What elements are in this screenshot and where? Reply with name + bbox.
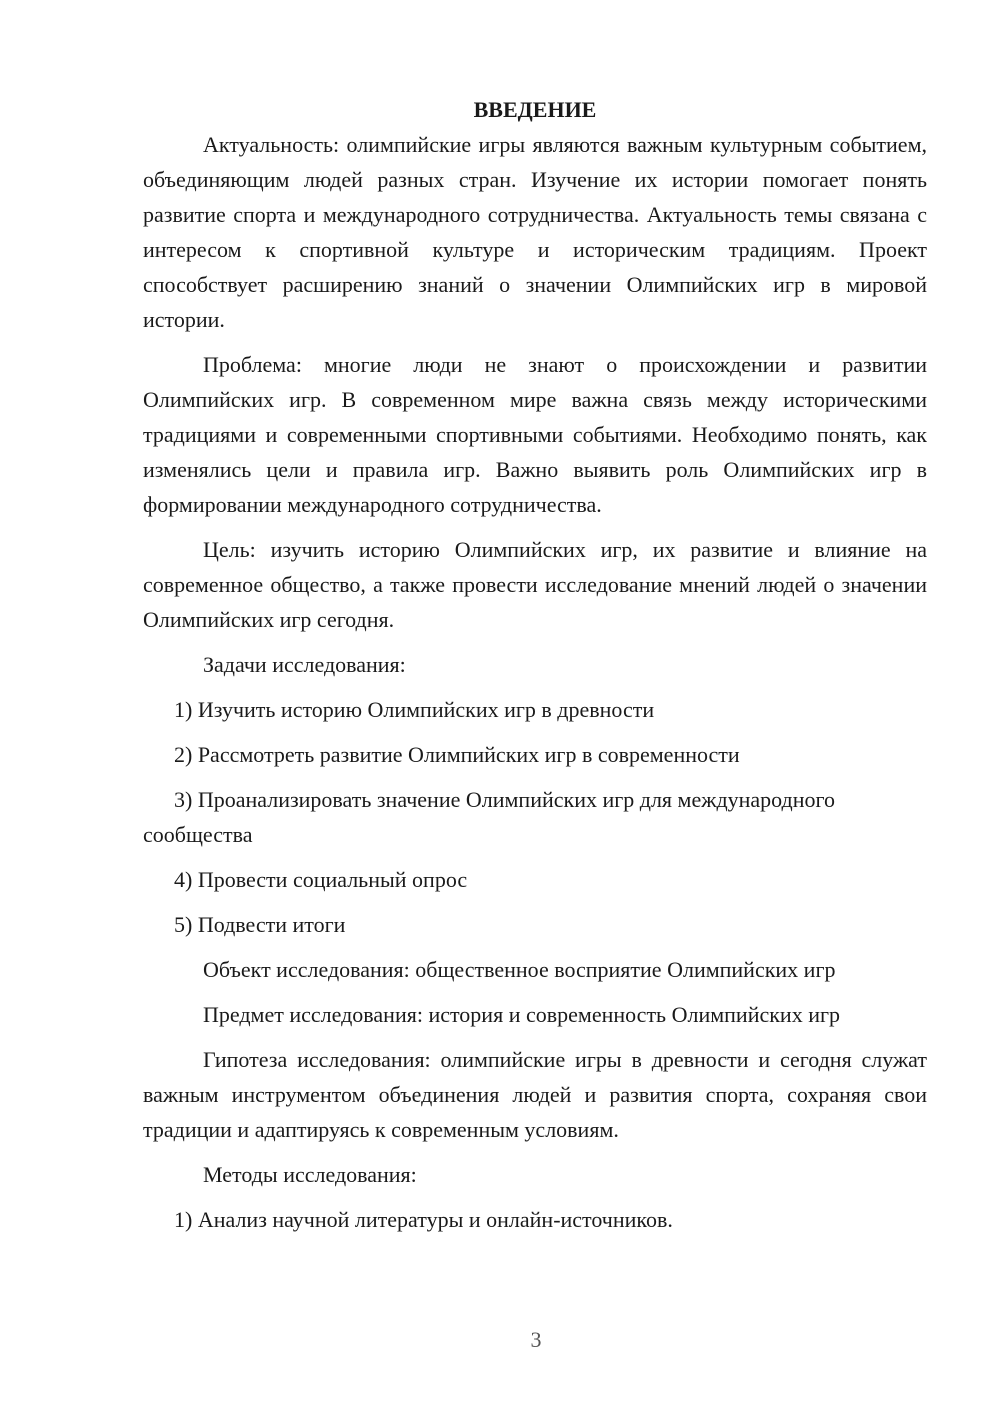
research-subject: Предмет исследования: история и современность Олимпийских игр [203, 1002, 840, 1027]
task-item-4: 4) Провести социальный опрос [174, 867, 468, 892]
task-item-5: 5) Подвести итоги [174, 912, 346, 937]
methods-heading: Методы исследования: [203, 1162, 417, 1187]
tasks-heading: Задачи исследования: [203, 652, 406, 677]
relevance-paragraph: Актуальность: олимпийские игры являются важным культурным событием, объединяющим людей разных стран. Изучение их истории помогает понять развитие спорта и международного сотрудничества. Актуальность темы связана с интересом к спортивной культуре и историческим традициям. Проект способствует расширению знаний о значении Олимпийских игр в мировой истории. [143, 132, 927, 332]
page-number: 3 [530, 1327, 542, 1352]
task-item-3: 3) Проанализировать значение Олимпийских игр для международного сообщества [143, 787, 835, 847]
task-item-2: 2) Рассмотреть развитие Олимпийских игр в современности [174, 742, 740, 767]
page-title: ВВЕДЕНИЕ [473, 97, 597, 122]
page-content [143, 92, 927, 1237]
hypothesis-paragraph: Гипотеза исследования: олимпийские игры в древности и сегодня служат важным инструментом объединения людей и развития спорта, сохраняя свои традиции и адаптируясь к современным условиям. [143, 1047, 927, 1142]
goal-paragraph: Цель: изучить историю Олимпийских игр, их развитие и влияние на современное общество, а также провести исследование мнений людей о значении Олимпийских игр сегодня. [143, 537, 927, 632]
problem-paragraph: Проблема: многие люди не знают о происхождении и развитии Олимпийских игр. В современном мире важна связь между историческими традициями и современными спортивными событиями. Необходимо понять, как изменялись цели и правила игр. Важно выявить роль Олимпийских игр в формировании международного сотрудничества. [143, 352, 927, 517]
research-object: Объект исследования: общественное восприятие Олимпийских игр [203, 957, 836, 982]
method-item-1: 1) Анализ научной литературы и онлайн-источников. [174, 1207, 673, 1232]
task-item-1: 1) Изучить историю Олимпийских игр в древности [174, 697, 655, 722]
